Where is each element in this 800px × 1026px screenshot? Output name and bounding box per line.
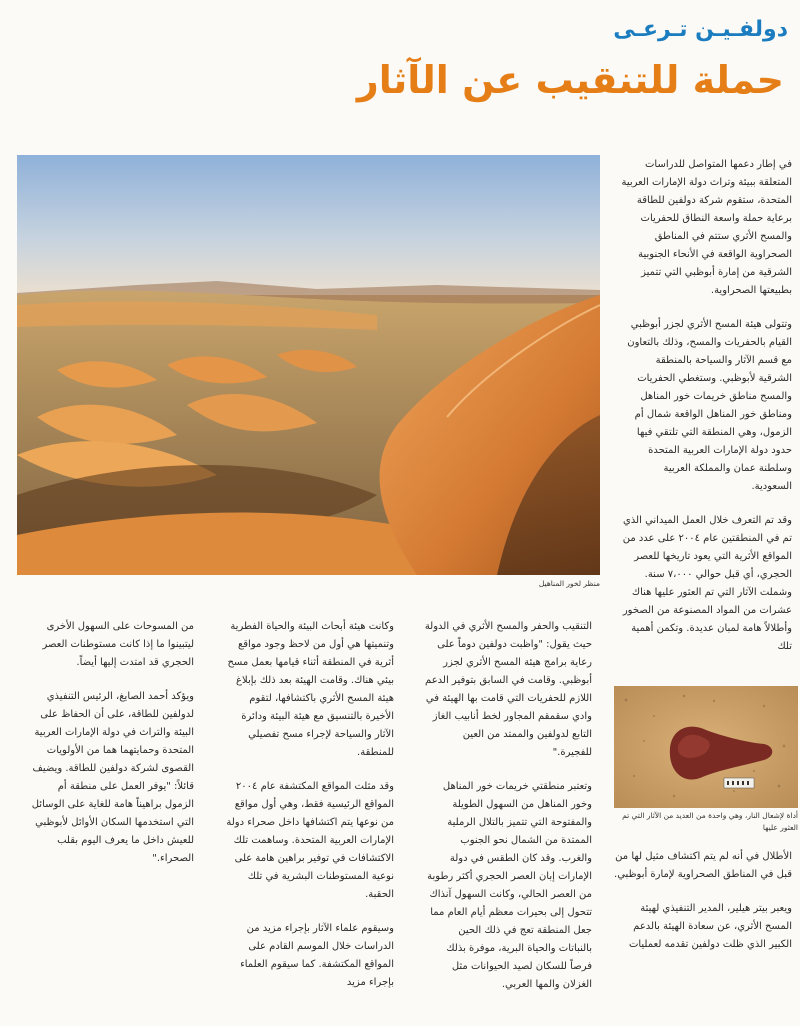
article-kicker: دولفـيـن تـرعـى xyxy=(613,17,788,42)
desert-landscape-photo xyxy=(17,155,600,575)
paragraph: ويؤكد أحمد الصايغ، الرئيس التنفيذي لدولفين للطاقة، على أن الحفاظ على البيئة والتراث في دولة الإمارات العربية المتحدة وحمايتهما هما من الأولويات القصوى لشركة دولفين للطاقة. ويضيف قائلاً: "يوفر العمل على منطقة أم الزمول براهيناً هامة للغاية على الوسائل التي استخدمها السكان الأوائل لأبوظبي للعيش داخل ما يعرف اليوم بقلب الصحراء." xyxy=(31,691,194,864)
paragraph: وكانت هيئة أبحاث البيئة والحياة الفطرية وتنميتها هي أول من لاحظ وجود مواقع أثرية في المنطقة أثناء قيامها بعمل مسح بيئي هناك. وقامت الهيئة بعد ذلك بإبلاغ هيئة المسح الأثري باكتشافها، لتقوم الأخيرة بالتنسيق مع هيئة البيئة ودائرة الآثار والسياحة لإجراء مسح تفصيلي للمنطقة. xyxy=(227,621,394,758)
paragraph: وسيقوم علماء الآثار بإجراء مزيد من الدراسات خلال الموسم القادم على المواقع المكتشفة. كما سيقوم العلماء بإجراء مزيد xyxy=(240,923,394,988)
artifact-photo-caption: أداة لإشعال النار، وهي واحدة من العديد من الآثار التي تم العثور عليها xyxy=(622,811,798,832)
bottom-column-3 xyxy=(26,618,194,884)
paragraph: وقد تم التعرف خلال العمل الميداني الذي تم في المنطقتين عام ٢٠٠٤ على عدد من المواقع الأثرية التي يعود تاريخها للعصر الحجري، أي قبل حوالي ٧،٠٠٠ سنة. وشملت الآثار التي تم العثور عليها هناك عشرات من المواد المصنوعة من الصخور وأطلالاً هامة لمبان عديدة. وتكمن أهمية تلك xyxy=(622,515,792,652)
article-headline: حملة للتنقيب عن الآثار xyxy=(356,58,784,102)
paragraph: في إطار دعمها المتواصل للدراسات المتعلقة ببيئة وتراث دولة الإمارات العربية المتحدة، ستقوم شركة دولفين للطاقة برعاية حملة واسعة النطاق للحفريات والمسح الأثري ستتم في المناطق الصحراوية الواقعة في الأنحاء الجنوبية الشرقية من إمارة أبوظبي التي تتميز بطبيعتها الصحراوية. xyxy=(621,159,792,296)
paragraph: وقد مثلت المواقع المكتشفة عام ٢٠٠٤ المواقع الرئيسية فقط، وهي أول مواقع من نوعها يتم اكتشافها داخل صحراء دولة الإمارات العربية المتحدة. وساهمت تلك الاكتشافات في توفير براهين هامة على نوعية المستوطنات البشرية في تلك الحقبة. xyxy=(226,781,394,900)
main-photo-caption: منظر لخور المناهيل xyxy=(538,579,600,588)
paragraph: من المسوحات على السهول الأخرى ليتبينوا ما إذا كانت مستوطنات العصر الحجري قد امتدت إليها أيضاً. xyxy=(42,621,194,668)
bottom-column-1 xyxy=(424,618,592,1010)
right-column-lower-text xyxy=(612,848,792,970)
right-column-text xyxy=(620,156,792,672)
paragraph: ويعبر بيتر هيلير، المدير التنفيذي لهيئة المسح الأثري، عن سعادة الهيئة بالدعم الكبير الذي ظلت دولفين تقدمه لعمليات xyxy=(628,903,792,950)
paragraph: الأطلال في أنه لم يتم اكتشاف مثيل لها من قبل في المناطق الصحراوية لإمارة أبوظبي. xyxy=(614,851,792,880)
artifact-photo xyxy=(614,686,798,808)
paragraph: وتعتبر منطقتي خريمات خور المناهل وخور المناهل من السهول الطويلة والمفتوحة التي تتميز بالتلال الرملية الممتدة من الشمال نحو الجنوب والغرب. وقد كان الطقس في دولة الإمارات إبان العصر الحجري أكثر رطوبة من العصر الحالي، وكانت السهول آنذاك تتحول إلى بحيرات معظم أيام العام مما جعل المنطقة تعج في ذلك الحين بالنباتات والحياة البرية، موفرة بذلك فرصاً للسكان لصيد الحيوانات مثل الغزلان والمها العربي. xyxy=(427,781,592,990)
paragraph: وتتولى هيئة المسح الأثري لجزر أبوظبي القيام بالحفريات والمسح، وذلك بالتعاون مع قسم الآثار والسياحة بالمنطقة الشرقية لأبوظبي. وستغطي الحفريات والمسح مناطق خريمات خور المناهل ومناطق خور المناهل الواقعة شمال أم الزمول، وهي المنطقة التي تلتقي فيها حدود دولة الإمارات العربية المتحدة وسلطنة عمان والمملكة العربية السعودية. xyxy=(627,319,792,492)
bottom-column-2 xyxy=(226,618,394,1008)
paragraph: التنقيب والحفر والمسح الأثري في الدولة حيث يقول: "واظبت دولفين دوماً على رعاية برامج هيئة المسح الأثري لجزر أبوظبي. وقامت في السابق بتوفير الدعم اللازم للحفريات التي قامت بها الهيئة في وادي سقمقم المجاور لخط أنابيب الغاز التابع لدولفين والممتد من العين للفجيرة." xyxy=(424,621,592,758)
